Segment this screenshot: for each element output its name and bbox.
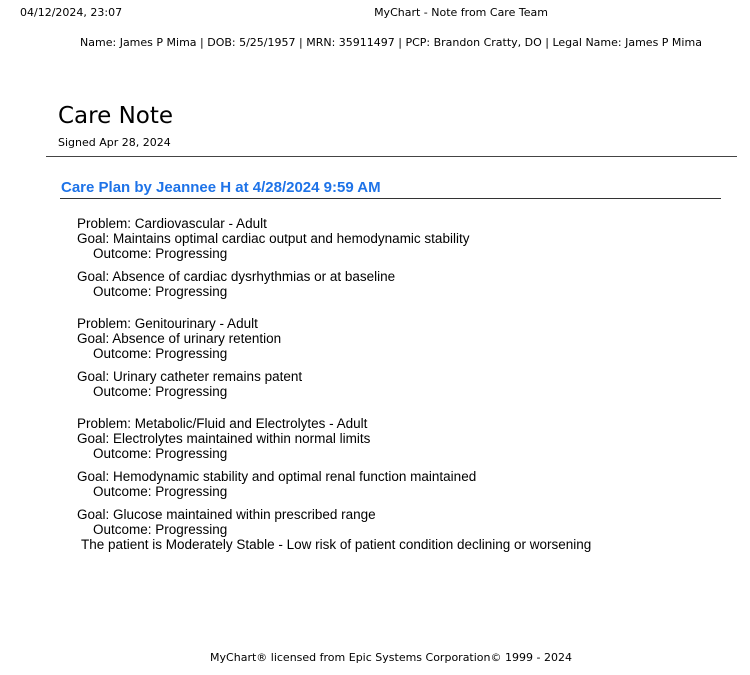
goal-label: Goal: Absence of urinary retention	[77, 331, 282, 346]
problem-label: Problem: Genitourinary - Adult	[77, 316, 258, 331]
footer-license: MyChart® licensed from Epic Systems Corporation© 1999 - 2024	[210, 651, 572, 664]
care-plan-heading: Care Plan by Jeannee H at 4/28/2024 9:59 AM	[61, 179, 381, 196]
goal-label: Goal: Maintains optimal cardiac output and hemodynamic stability	[77, 231, 470, 246]
signed-date: Signed Apr 28, 2024	[58, 136, 171, 149]
goal-label: Goal: Urinary catheter remains patent	[77, 369, 303, 384]
patient-info-line: Name: James P Mima | DOB: 5/25/1957 | MRN: 35911497 | PCP: Brandon Cratty, DO | Legal Name: James P Mima	[80, 36, 702, 49]
outcome-label: Outcome: Progressing	[93, 384, 228, 399]
care-plan-divider	[60, 198, 721, 199]
problem-block	[77, 316, 717, 399]
problem-block	[77, 416, 717, 537]
problem-label: Problem: Metabolic/Fluid and Electrolytes - Adult	[77, 416, 368, 431]
problem-label: Problem: Cardiovascular - Adult	[77, 216, 267, 231]
title-divider	[46, 156, 737, 157]
goal-label: Goal: Glucose maintained within prescribed range	[77, 507, 376, 522]
outcome-label: Outcome: Progressing	[93, 346, 228, 361]
goal-label: Goal: Electrolytes maintained within normal limits	[77, 431, 371, 446]
problem-block	[77, 216, 717, 299]
note-title: Care Note	[58, 103, 174, 129]
outcome-label: Outcome: Progressing	[93, 284, 228, 299]
outcome-label: Outcome: Progressing	[93, 246, 228, 261]
goal-label: Goal: Hemodynamic stability and optimal renal function maintained	[77, 469, 477, 484]
outcome-label: Outcome: Progressing	[93, 522, 228, 537]
stability-summary: The patient is Moderately Stable - Low risk of patient condition declining or worsening	[81, 537, 592, 552]
goal-label: Goal: Absence of cardiac dysrhythmias or at baseline	[77, 269, 396, 284]
care-plan-body	[77, 216, 717, 552]
print-title: MyChart - Note from Care Team	[374, 6, 548, 19]
print-datetime: 04/12/2024, 23:07	[20, 6, 123, 19]
outcome-label: Outcome: Progressing	[93, 484, 228, 499]
outcome-label: Outcome: Progressing	[93, 446, 228, 461]
